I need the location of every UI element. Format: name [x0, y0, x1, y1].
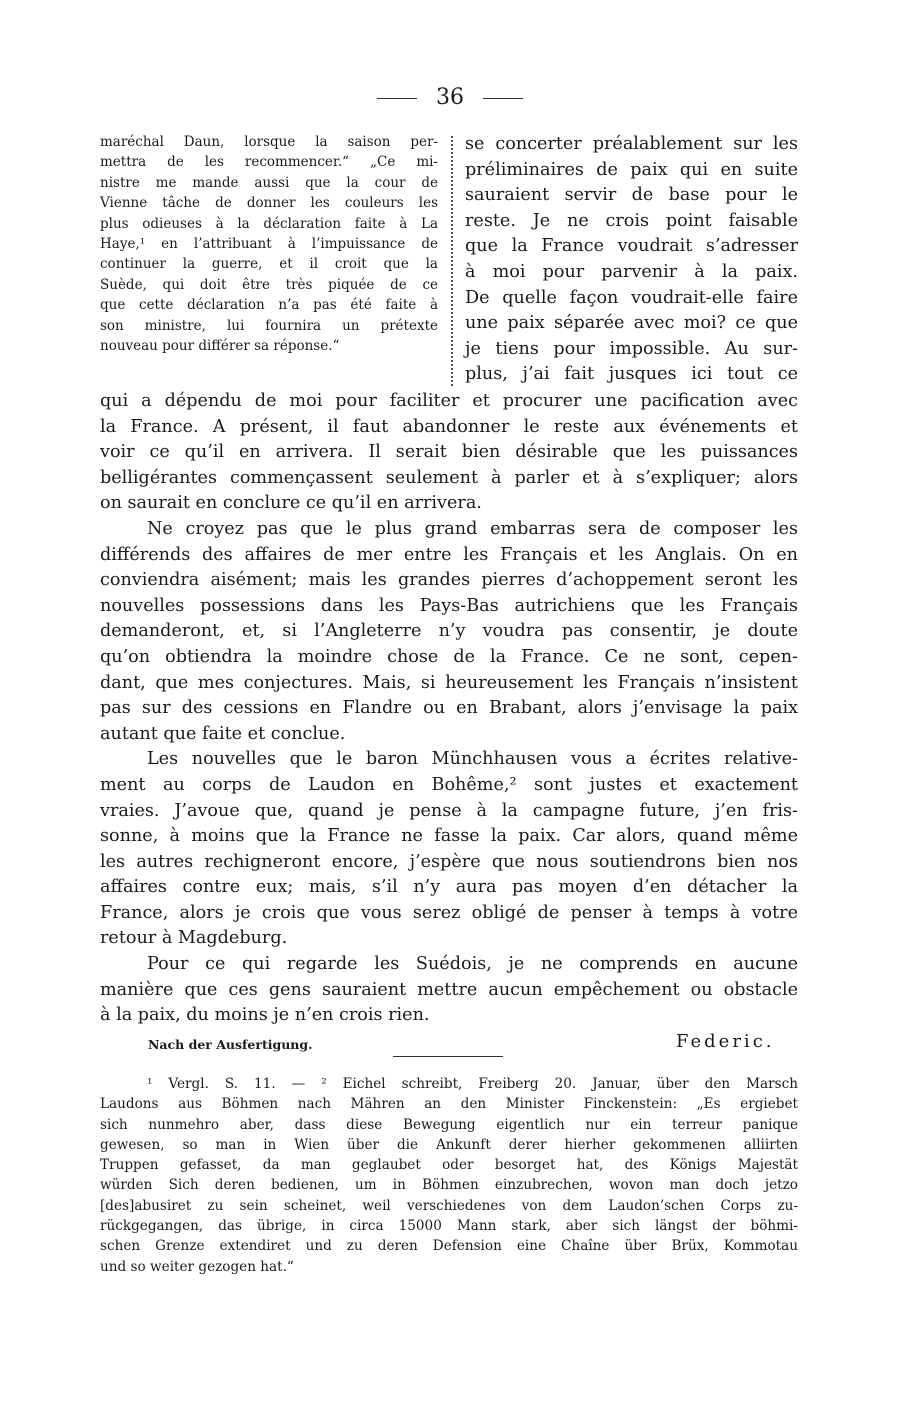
body-line: France, alors je crois que vous serez obligé de penser à temps à votre: [100, 902, 798, 923]
body-line: la France. A présent, il faut abandonner le reste aux événements et: [100, 416, 798, 437]
left-column-line: Haye,¹ en l’attribuant à l’impuissance de: [100, 235, 438, 252]
footnote-line: schen Grenze extendiret und zu deren Defension eine Chaîne über Brüx, Kommotau: [100, 1238, 798, 1255]
footnote-line: Laudons aus Böhmen nach Mähren an den Minister Finckenstein: „Es ergiebet: [100, 1096, 798, 1113]
header-dash-left: [377, 98, 417, 99]
right-column-line: préliminaires de paix qui en suite: [465, 159, 798, 180]
body-line: Les nouvelles que le baron Münchhausen vous a écrites relative-: [147, 749, 798, 770]
right-column-line: se concerter préalablement sur les: [465, 134, 798, 154]
right-column-line: plus, j’ai fait jusques ici tout ce: [465, 364, 798, 385]
column-divider: [451, 136, 453, 386]
right-column: [465, 132, 798, 388]
body-line: sonne, à moins que la France ne fasse la paix. Car alors, quand même: [100, 826, 798, 847]
letter-body: [100, 389, 798, 1029]
right-column-line: reste. Je ne crois point faisable: [465, 210, 798, 231]
left-column-line: que cette déclaration n’a pas été faite à: [100, 297, 438, 314]
left-column: [100, 132, 438, 356]
right-column-line: je tiens pour impossible. Au sur-: [465, 338, 798, 359]
body-line: conviendra aisément; mais les grandes pierres d’achoppement seront les: [100, 570, 798, 591]
body-line: belligérantes commençassent seulement à parler et à s’expliquer; alors: [100, 467, 798, 488]
signature: Federic.: [676, 1031, 775, 1052]
body-line: ment au corps de Laudon en Bohême,² sont justes et exactement: [100, 774, 798, 795]
body-line: Ne croyez pas que le plus grand embarras sera de composer les: [147, 518, 798, 539]
body-line: qui a dépendu de moi pour faciliter et procurer une pacification avec: [100, 391, 798, 411]
left-column-line: nistre me mande aussi que la cour de: [100, 174, 438, 191]
left-column-line: maréchal Daun, lorsque la saison per-: [100, 134, 438, 150]
left-column-line: Vienne tâche de donner les couleurs les: [100, 195, 438, 212]
body-line: vraies. J’avoue que, quand je pense à la campagne future, j’en fris-: [100, 800, 798, 821]
body-line: voir ce qu’il en arrivera. Il serait bien désirable que les puissances: [100, 442, 798, 463]
body-line: les autres rechigneront encore, j’espère que nous soutiendrons bien nos: [100, 851, 798, 872]
body-line: manière que ces gens sauraient mettre aucun empêchement ou obstacle: [100, 979, 798, 1000]
footnote-line: gewesen, so man in Wien über die Ankunft derer hierher gekommenen alliirten: [100, 1136, 798, 1153]
footnote-line: ¹ Vergl. S. 11. — ² Eichel schreibt, Freiberg 20. Januar, über den Marsch: [147, 1076, 798, 1092]
body-line: nouvelles possessions dans les Pays-Bas autrichiens que les Français: [100, 595, 798, 616]
page-number-header: [0, 84, 900, 112]
footnote-line: würden Sich deren bedienen, um in Böhmen einzubrechen, wovon man doch jetzo: [100, 1177, 798, 1194]
body-line: affaires contre eux; mais, s’il n’y aura pas moyen d’en détacher la: [100, 877, 798, 898]
footnote-separator: [393, 1056, 503, 1057]
right-column-line: De quelle façon voudrait-elle faire: [465, 287, 798, 308]
left-column-line: plus odieuses à la déclaration faite à La: [100, 215, 438, 232]
body-line: retour à Magdeburg.: [100, 928, 288, 949]
body-line: on saurait en conclure ce qu’il en arrivera.: [100, 493, 482, 514]
footnote-line: Truppen gefasset, da man geglaubet oder besorget hat, des Königs Majestät: [100, 1157, 798, 1174]
left-column-line: Suède, qui doit être très piquée de ce: [100, 276, 438, 293]
footnote-line: und so weiter gezogen hat.“: [100, 1258, 294, 1275]
left-column-line: mettra de les recommencer.“ „Ce mi-: [100, 154, 438, 171]
right-column-line: sauraient servir de base pour le: [465, 185, 798, 206]
footnote-line: [des]abusiret zu sein scheinet, weil verschiedenes von dem Laudon’schen Corps zu-: [100, 1197, 798, 1214]
body-line: demanderont, et, si l’Angleterre n’y voudra pas consentir, je doute: [100, 621, 798, 642]
footnote-line: rückgegangen, das übrige, in circa 15000 Mann stark, aber sich längst der böhmi-: [100, 1218, 798, 1235]
header-dash-right: [483, 98, 523, 99]
body-line: pas sur des cessions en Flandre ou en Brabant, alors j’envisage la paix: [100, 698, 798, 719]
left-column-line: son ministre, lui fournira un prétexte: [100, 317, 438, 334]
body-line: dant, que mes conjectures. Mais, si heureusement les Français n’insistent: [100, 672, 798, 693]
body-line: différends des affaires de mer entre les Français et les Anglais. On en: [100, 544, 798, 565]
body-line: autant que faite et conclue.: [100, 723, 346, 744]
body-line: Pour ce qui regarde les Suédois, je ne comprends en aucune: [147, 954, 798, 975]
right-column-line: que la France voudrait s’adresser: [465, 236, 798, 257]
right-column-line: à moi pour parvenir à la paix.: [465, 261, 798, 282]
body-line: qu’on obtiendra la moindre chose de la France. Ce ne sont, cepen-: [100, 646, 798, 667]
source-note: Nach der Ausfertigung.: [148, 1037, 313, 1052]
left-column-line: nouveau pour différer sa réponse.“: [100, 337, 340, 354]
footnotes: [100, 1074, 798, 1277]
page-number: 36: [436, 85, 464, 110]
body-line: à la paix, du moins je n’en crois rien.: [100, 1005, 430, 1026]
right-column-line: une paix séparée avec moi? ce que: [465, 313, 798, 334]
left-column-line: continuer la guerre, et il croit que la: [100, 256, 438, 273]
footnote-line: sich nunmehro aber, dass diese Bewegung eigentlich nur ein terreur panique: [100, 1116, 798, 1133]
